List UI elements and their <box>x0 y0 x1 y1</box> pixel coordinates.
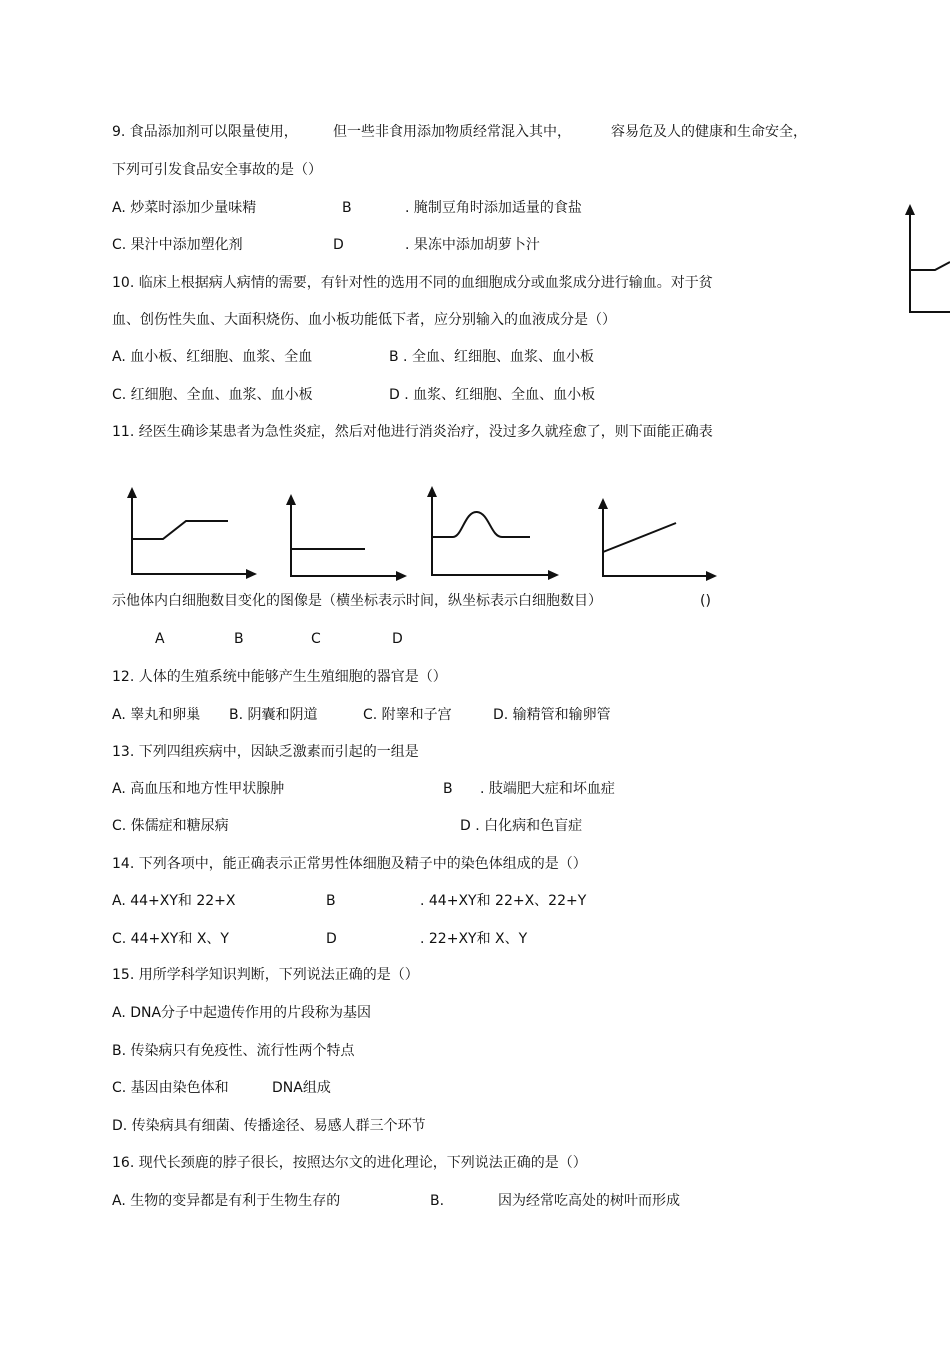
q10-option-d: D . 血浆、红细胞、全血、血小板 <box>389 387 596 403</box>
q15-option-a: A. DNA分子中起遗传作用的片段称为基因 <box>112 1005 372 1021</box>
q9-stem-part2: 但一些非食用添加物质经常混入其中， <box>333 124 571 140</box>
q11-graph-d <box>590 496 725 583</box>
q11-stem-line2: 示他体内白细胞数目变化的图像是（横坐标表示时间，纵坐标表示白细胞数目） <box>112 593 602 609</box>
q11-label-d: D <box>392 631 403 647</box>
q15-option-c-part1: C. 基因由染色体和 <box>112 1080 229 1096</box>
q14-option-c: C. 44+XY和 X、Y <box>112 931 229 947</box>
q9-stem-part3: 容易危及人的健康和生命安全， <box>611 124 807 140</box>
q12-option-d: D. 输精管和输卵管 <box>493 707 611 723</box>
q11-graph-c <box>420 484 565 583</box>
q11-graph-b <box>278 492 413 584</box>
q15-option-b: B. 传染病只有免疫性、流行性两个特点 <box>112 1043 355 1059</box>
q9-option-d: . 果冻中添加胡萝卜汁 <box>405 237 540 253</box>
q10-stem-line1: 10. 临床上根据病人病情的需要，有针对性的选用不同的血细胞成分或血浆成分进行输血。对于贫 <box>112 275 713 291</box>
q13-option-b-letter: B <box>443 781 453 797</box>
q15-stem: 15. 用所学科学知识判断，下列说法正确的是（） <box>112 967 419 983</box>
q11-label-c: C <box>311 631 321 647</box>
q11-label-b: B <box>234 631 244 647</box>
q14-option-a: A. 44+XY和 22+X <box>112 893 236 909</box>
q12-stem: 12. 人体的生殖系统中能够产生生殖细胞的器官是（） <box>112 669 447 685</box>
q13-stem: 13. 下列四组疾病中，因缺乏激素而引起的一组是 <box>112 744 419 760</box>
q12-option-c: C. 附睾和子宫 <box>363 707 452 723</box>
q14-option-b: . 44+XY和 22+X、22+Y <box>420 893 587 909</box>
q10-option-a: A. 血小板、红细胞、血浆、全血 <box>112 349 313 365</box>
q9-option-a: A. 炒菜时添加少量味精 <box>112 200 257 216</box>
q11-label-a: A <box>155 631 165 647</box>
q11-answer-paren: () <box>700 593 711 609</box>
q9-option-b: . 腌制豆角时添加适量的食盐 <box>405 200 582 216</box>
q9-option-b-letter: B <box>342 200 352 216</box>
q10-option-c: C. 红细胞、全血、血浆、血小板 <box>112 387 313 403</box>
q13-option-b: . 肢端肥大症和坏血症 <box>480 781 615 797</box>
q16-stem: 16. 现代长颈鹿的脖子很长，按照达尔文的进化理论，下列说法正确的是（） <box>112 1155 587 1171</box>
q9-option-c: C. 果汁中添加塑化剂 <box>112 237 243 253</box>
q13-option-a: A. 高血压和地方性甲状腺肿 <box>112 781 285 797</box>
q15-option-c-part2: DNA组成 <box>272 1080 331 1096</box>
q9-stem-line2: 下列可引发食品安全事故的是（） <box>112 162 322 178</box>
q14-stem: 14. 下列各项中，能正确表示正常男性体细胞及精子中的染色体组成的是（） <box>112 856 587 872</box>
q16-option-a: A. 生物的变异都是有利于生物生存的 <box>112 1193 341 1209</box>
q10-stem-line2: 血、创伤性失血、大面积烧伤、血小板功能低下者，应分别输入的血液成分是（） <box>112 312 616 328</box>
q12-option-b: B. 阴囊和阴道 <box>229 707 318 723</box>
q14-option-d-letter: D <box>326 931 337 947</box>
q11-graph-a <box>118 485 263 582</box>
q13-option-c: C. 侏儒症和糖尿病 <box>112 818 229 834</box>
q9-stem-part1: 9. 食品添加剂可以限量使用， <box>112 124 298 140</box>
q11-stem-line1: 11. 经医生确诊某患者为急性炎症，然后对他进行消炎治疗，没过多久就痊愈了，则下面能正确表 <box>112 424 713 440</box>
q14-option-b-letter: B <box>326 893 336 909</box>
q15-option-d: D. 传染病具有细菌、传播途径、易感人群三个环节 <box>112 1118 426 1134</box>
edge-graph-fragment <box>895 200 950 315</box>
q9-option-d-letter: D <box>333 237 344 253</box>
q16-option-b: 因为经常吃高处的树叶而形成 <box>498 1193 680 1209</box>
q13-option-d: D . 白化病和色盲症 <box>460 818 583 834</box>
q10-option-b: B . 全血、红细胞、血浆、血小板 <box>389 349 594 365</box>
q16-option-b-letter: B. <box>430 1193 445 1209</box>
q12-option-a: A. 睾丸和卵巢 <box>112 707 201 723</box>
q14-option-d: . 22+XY和 X、Y <box>420 931 528 947</box>
